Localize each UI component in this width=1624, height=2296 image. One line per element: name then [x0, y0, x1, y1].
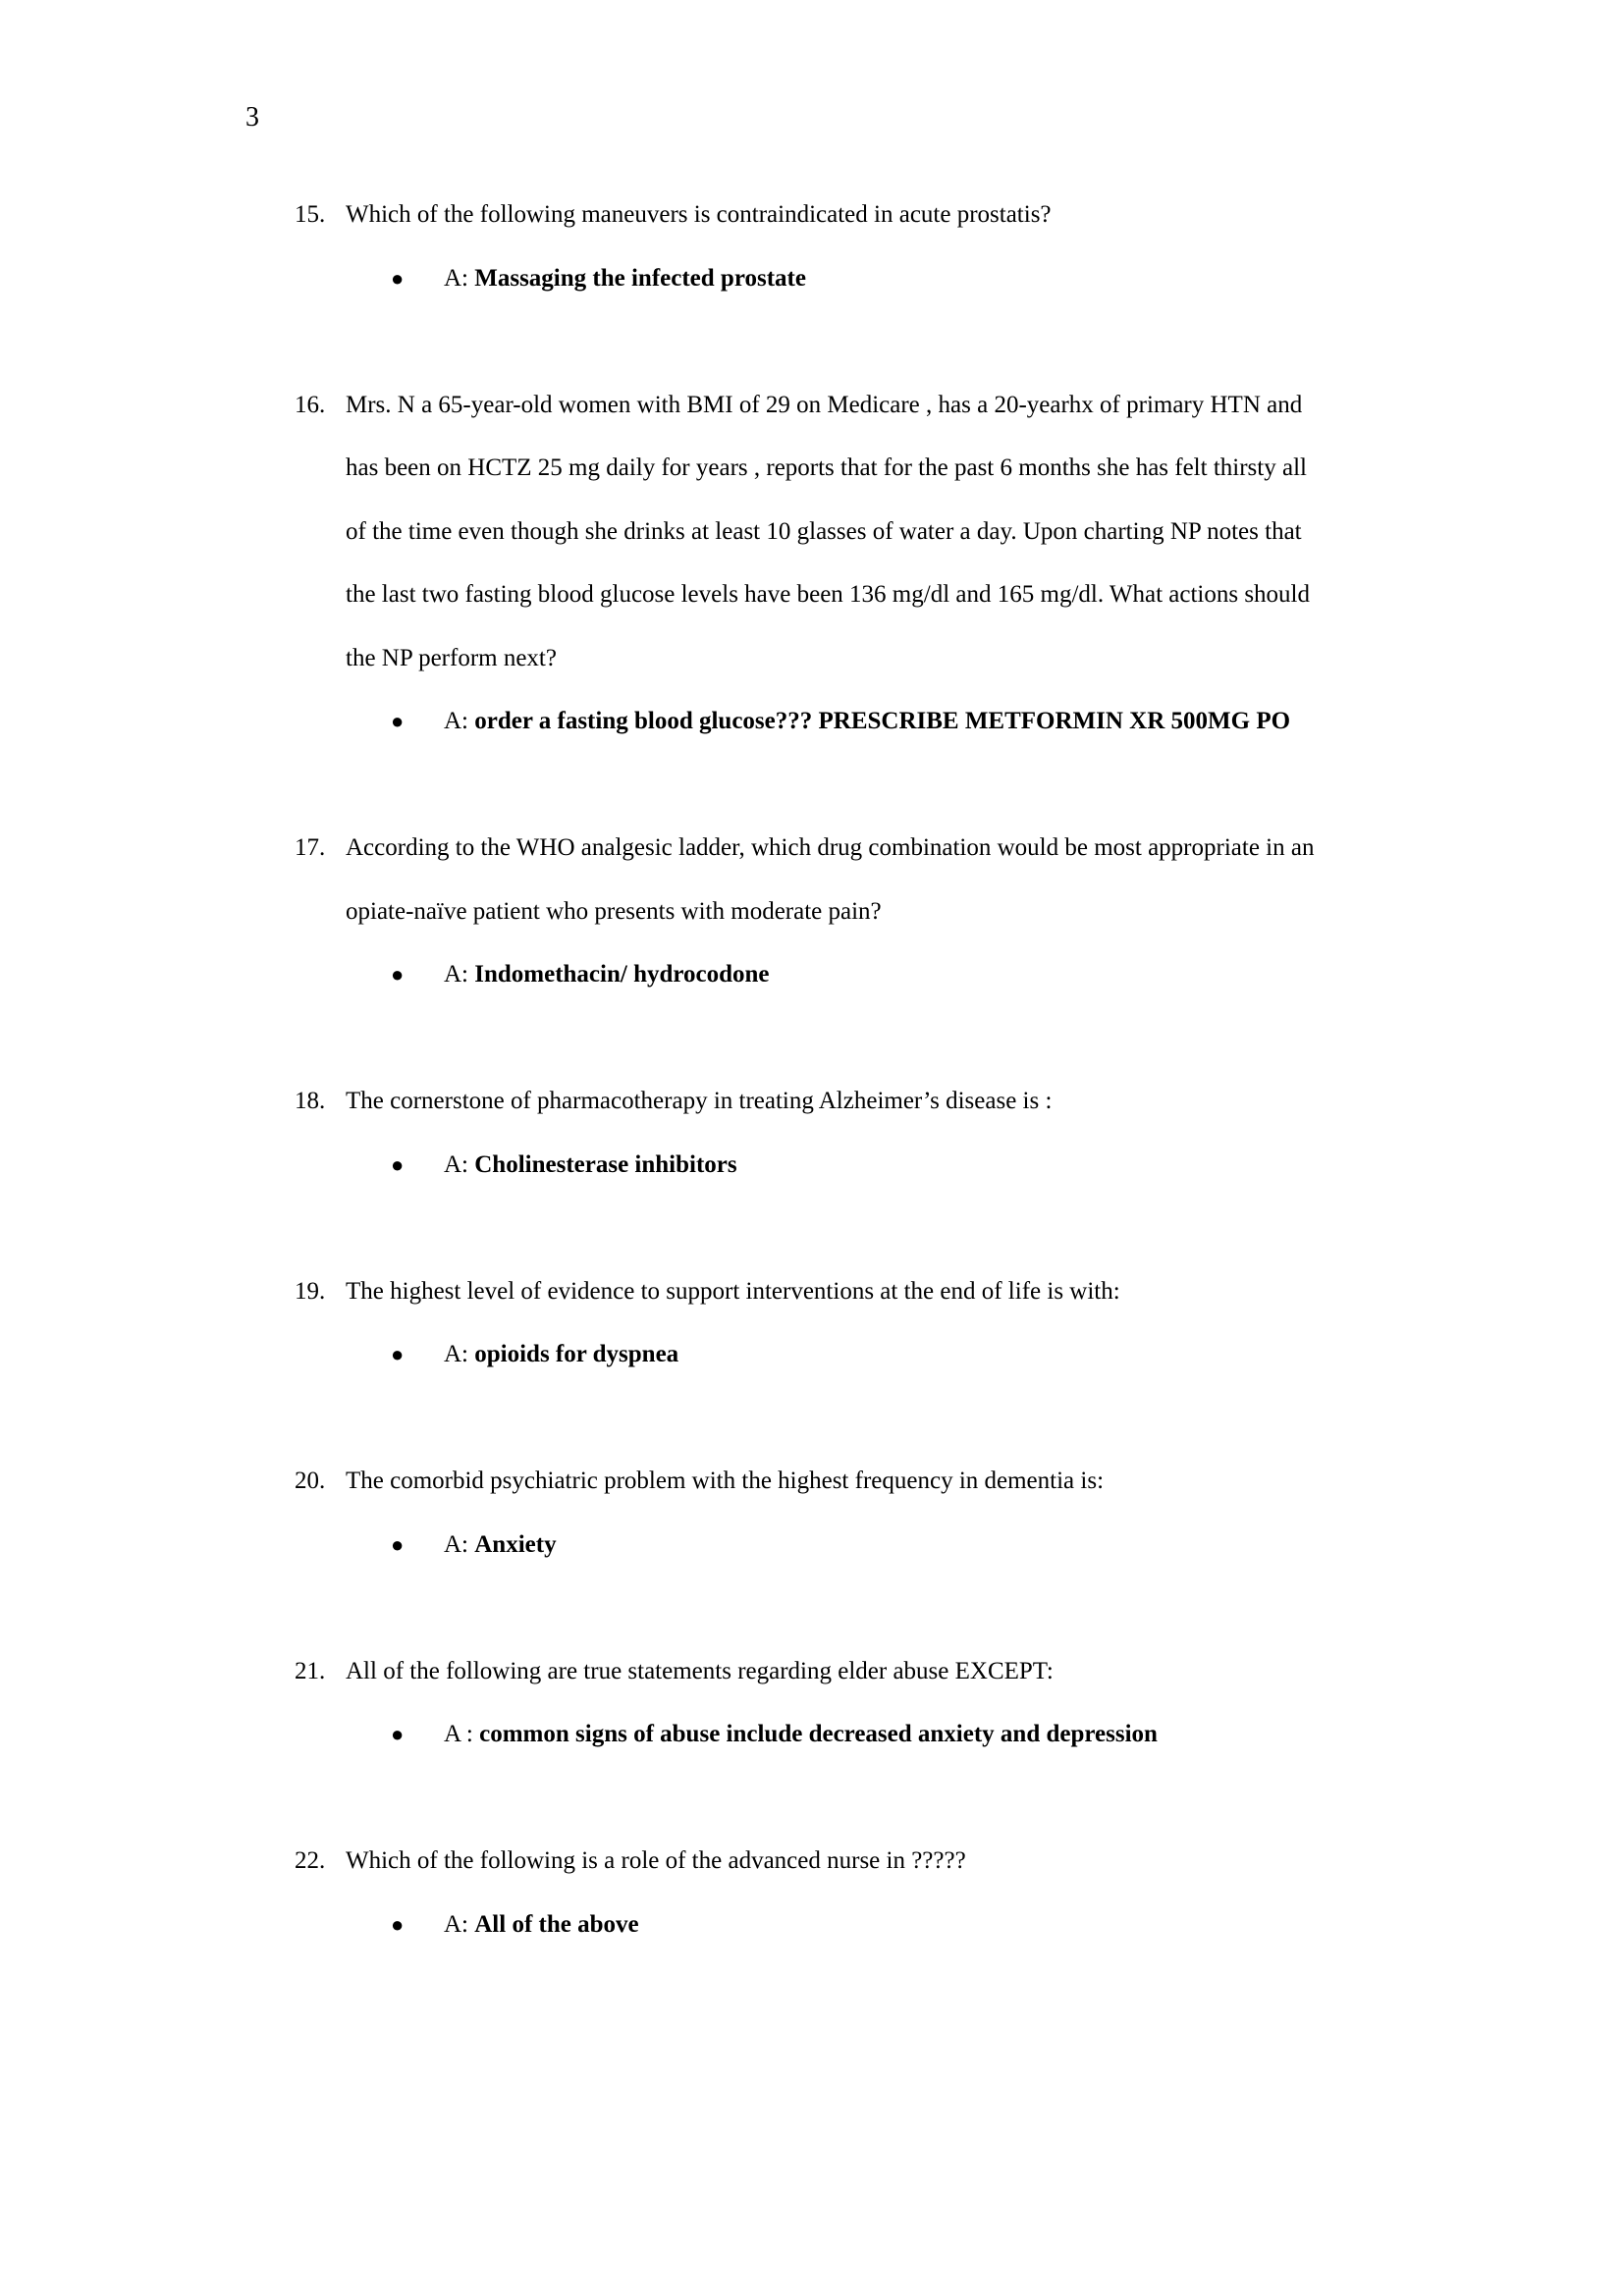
answer: [444, 943, 770, 1007]
answer: [444, 1323, 678, 1387]
question-list: [0, 184, 1624, 2020]
question-text: The comorbid psychiatric problem with the highest frequency in dementia is:: [346, 1468, 1105, 1494]
answer: [444, 1134, 737, 1198]
question-text: opiate-naïve patient who presents with moderate pain?: [346, 897, 882, 925]
question-line: [0, 437, 1624, 501]
question-text: All of the following are true statements regarding elder abuse EXCEPT:: [346, 1657, 1054, 1684]
question-line: [0, 817, 1624, 881]
answer: [444, 1894, 639, 1957]
question-text: According to the WHO analgesic ladder, which drug combination would be most appropriate in an: [346, 834, 1315, 861]
answer-text: Anxiety: [474, 1530, 557, 1558]
answer-text: common signs of abuse include decreased anxiety and depression: [479, 1721, 1158, 1747]
answer-line: [0, 247, 1624, 311]
answer-text: opioids for dyspnea: [474, 1341, 679, 1367]
answer-text: Cholinesterase inhibitors: [474, 1150, 737, 1178]
bullet-icon: ●: [391, 962, 405, 987]
question-number: 15.: [295, 201, 326, 228]
question-text: of the time even though she drinks at least 10 glasses of water a day. Upon charting NP notes that: [346, 517, 1302, 545]
question-line: [0, 374, 1624, 438]
answer-prefix: A:: [444, 1341, 475, 1367]
question-text: Which of the following maneuvers is contraindicated in acute prostatis?: [346, 201, 1052, 228]
question-number: 19.: [295, 1277, 326, 1305]
answer-line: [0, 1514, 1624, 1577]
page-number: 3: [245, 102, 259, 133]
question-item: [0, 1640, 1624, 1831]
question-text: The cornerstone of pharmacotherapy in treating Alzheimer’s disease is :: [346, 1088, 1053, 1114]
bullet-icon: ●: [391, 1151, 405, 1177]
question-text: has been on HCTZ 25 mg daily for years , reports that for the past 6 months she has felt thirsty all: [346, 454, 1307, 481]
question-line: [0, 1260, 1624, 1324]
bullet-icon: ●: [391, 1531, 405, 1557]
answer-line: [0, 1134, 1624, 1198]
spacer: [0, 1197, 1624, 1260]
answer-prefix: A:: [444, 961, 475, 988]
question-item: [0, 1830, 1624, 2020]
question-item: [0, 1260, 1624, 1451]
answer-prefix: A:: [444, 1910, 475, 1938]
answer-text: Massaging the infected prostate: [474, 264, 806, 292]
question-text: Which of the following is a role of the advanced nurse in ?????: [346, 1847, 966, 1874]
question-text: Mrs. N a 65-year-old women with BMI of 29 on Medicare , has a 20-yearhx of primary HTN and: [346, 391, 1303, 418]
spacer: [0, 1576, 1624, 1640]
question-text: the last two fasting blood glucose levels have been 136 mg/dl and 165 mg/dl. What actions should: [346, 581, 1311, 608]
question-item: [0, 1070, 1624, 1260]
bullet-icon: ●: [391, 709, 405, 733]
bullet-icon: ●: [391, 1911, 405, 1937]
answer-prefix: A:: [444, 1530, 475, 1558]
spacer: [0, 1956, 1624, 2020]
answer-line: [0, 1894, 1624, 1957]
bullet-icon: ●: [391, 265, 405, 291]
question-line: [0, 184, 1624, 247]
question-line: [0, 1830, 1624, 1894]
question-line: [0, 627, 1624, 691]
question-line: [0, 1070, 1624, 1134]
answer: [444, 690, 1290, 754]
question-line: [0, 501, 1624, 564]
question-number: 18.: [295, 1088, 326, 1114]
answer-prefix: A:: [444, 708, 475, 734]
question-number: 22.: [295, 1847, 326, 1874]
bullet-icon: ●: [391, 1342, 405, 1366]
answer: [444, 1703, 1158, 1767]
spacer: [0, 1767, 1624, 1831]
bullet-icon: ●: [391, 1722, 405, 1746]
spacer: [0, 754, 1624, 818]
answer-line: [0, 1703, 1624, 1767]
answer-prefix: A:: [444, 264, 475, 292]
question-item: [0, 184, 1624, 374]
answer-prefix: A :: [444, 1721, 480, 1747]
answer-text: order a fasting blood glucose??? PRESCRIBE METFORMIN XR 500MG PO: [474, 708, 1291, 734]
answer-text: Indomethacin/ hydrocodone: [474, 961, 770, 988]
answer: [444, 247, 806, 311]
question-item: [0, 1450, 1624, 1640]
answer-prefix: A:: [444, 1150, 475, 1178]
question-number: 16.: [295, 391, 326, 418]
answer-text: All of the above: [474, 1910, 639, 1938]
question-item: [0, 817, 1624, 1070]
answer-line: [0, 690, 1624, 754]
answer: [444, 1514, 557, 1577]
answer-line: [0, 1323, 1624, 1387]
question-item: [0, 374, 1624, 818]
spacer: [0, 310, 1624, 374]
question-text: the NP perform next?: [346, 644, 557, 671]
question-line: [0, 1640, 1624, 1704]
question-text: The highest level of evidence to support interventions at the end of life is with:: [346, 1277, 1120, 1305]
question-line: [0, 1450, 1624, 1514]
question-line: [0, 563, 1624, 627]
answer-line: [0, 943, 1624, 1007]
spacer: [0, 1007, 1624, 1071]
question-number: 20.: [295, 1468, 326, 1494]
question-line: [0, 881, 1624, 944]
question-number: 21.: [295, 1657, 326, 1684]
question-number: 17.: [295, 834, 326, 861]
spacer: [0, 1387, 1624, 1451]
